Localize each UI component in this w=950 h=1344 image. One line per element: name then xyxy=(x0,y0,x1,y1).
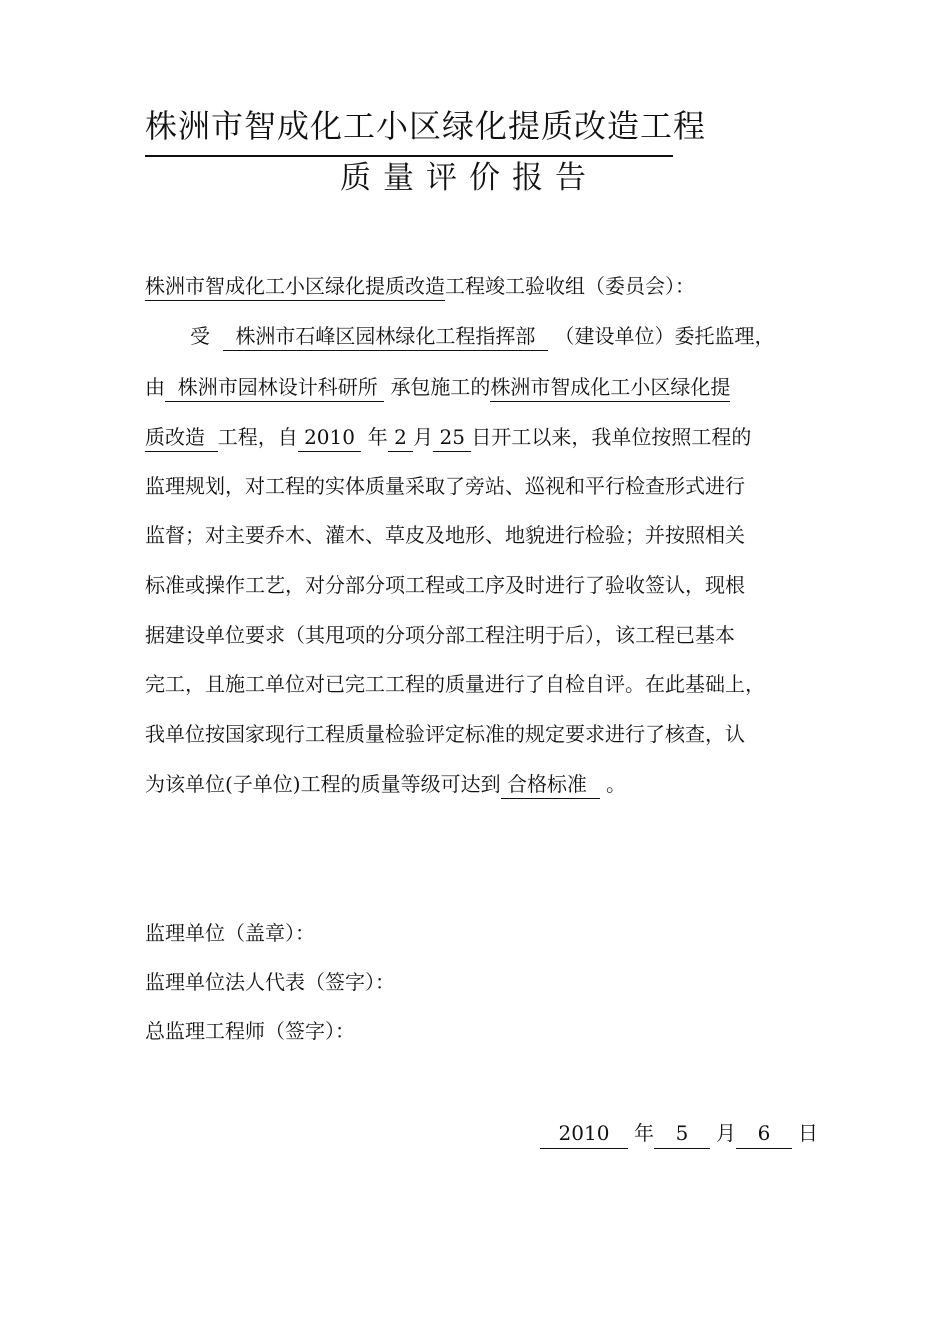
document-title: 株洲市智成化工小区绿化提质改造工程 xyxy=(145,107,707,145)
quality-grade xyxy=(501,772,600,799)
report-date xyxy=(540,1118,818,1149)
start-day-text: 25 xyxy=(439,425,465,449)
project-name-part1: 株洲市智成化工小区绿化提 xyxy=(490,375,730,402)
title-underline xyxy=(145,155,673,157)
date-day-label: 日 xyxy=(798,1121,818,1145)
text-fragment: 。 xyxy=(606,772,627,796)
date-day: 6 xyxy=(736,1118,792,1149)
text-fragment: 承包施工的 xyxy=(390,375,491,399)
text-fragment: 月 xyxy=(413,425,434,449)
paragraph-line: 监督；对主要乔木、灌木、草皮及地形、地貌进行检验；并按照相关 xyxy=(145,523,745,547)
document-subtitle: 质量评价报告 xyxy=(340,160,598,196)
paragraph-line: 监理规划，对工程的实体质量采取了旁站、巡视和平行检查形式进行 xyxy=(145,474,745,498)
paragraph-line: 标准或操作工艺，对分部分项工程或工序及时进行了验收签认，现根 xyxy=(145,573,745,597)
chief-engineer-signature-line: 总监理工程师（签字）： xyxy=(145,1019,355,1043)
project-name-part2-text: 质改造 xyxy=(145,425,205,449)
supervisor-seal-line: 监理单位（盖章）： xyxy=(145,921,315,945)
addressee-rest: 工程竣工验收组（委员会）： xyxy=(445,274,695,298)
text-fragment: 工程，自 xyxy=(217,425,298,449)
paragraph-line xyxy=(145,769,626,799)
quality-grade-text: 合格标准 xyxy=(506,772,587,796)
project-name-part2 xyxy=(145,425,218,452)
addressee-project: 株洲市智成化工小区绿化提质改造 xyxy=(145,274,445,301)
paragraph-line xyxy=(190,321,775,351)
start-day xyxy=(433,425,471,452)
legal-rep-signature-line: 监理单位法人代表（签字）： xyxy=(145,970,395,994)
text-fragment: 日开工以来，我单位按照工程的 xyxy=(471,425,752,449)
paragraph-line: 据建设单位要求（其甩项的分项分部工程注明于后），该工程已基本 xyxy=(145,623,735,647)
paragraph-line: 我单位按国家现行工程质量检验评定标准的规定要求进行了核查，认 xyxy=(145,722,745,746)
date-month: 5 xyxy=(654,1118,710,1149)
date-year-label: 年 xyxy=(634,1121,654,1145)
addressee-line xyxy=(145,271,695,301)
text-fragment: 受 xyxy=(190,324,210,348)
text-fragment: 由 xyxy=(145,375,165,399)
date-month-label: 月 xyxy=(716,1121,736,1145)
paragraph-line xyxy=(145,422,751,452)
client-name-text: 株洲市石峰区园林绿化工程指挥部 xyxy=(235,324,536,348)
text-fragment: 为该单位(子单位)工程的质量等级可达到 xyxy=(145,772,501,796)
contractor-name xyxy=(165,375,384,402)
date-year: 2010 xyxy=(540,1118,628,1149)
contractor-name-text: 株洲市园林设计科研所 xyxy=(177,375,378,399)
text-fragment: 年 xyxy=(367,425,388,449)
start-month-text: 2 xyxy=(394,425,407,449)
start-month xyxy=(388,425,413,452)
start-year xyxy=(298,425,362,452)
paragraph-line xyxy=(145,372,730,402)
client-name xyxy=(223,324,548,351)
paragraph-line: 完工，且施工单位对已完工工程的质量进行了自检自评。在此基础上， xyxy=(145,672,765,696)
text-fragment: （建设单位）委托监理， xyxy=(554,324,775,348)
start-year-text: 2010 xyxy=(304,425,355,449)
